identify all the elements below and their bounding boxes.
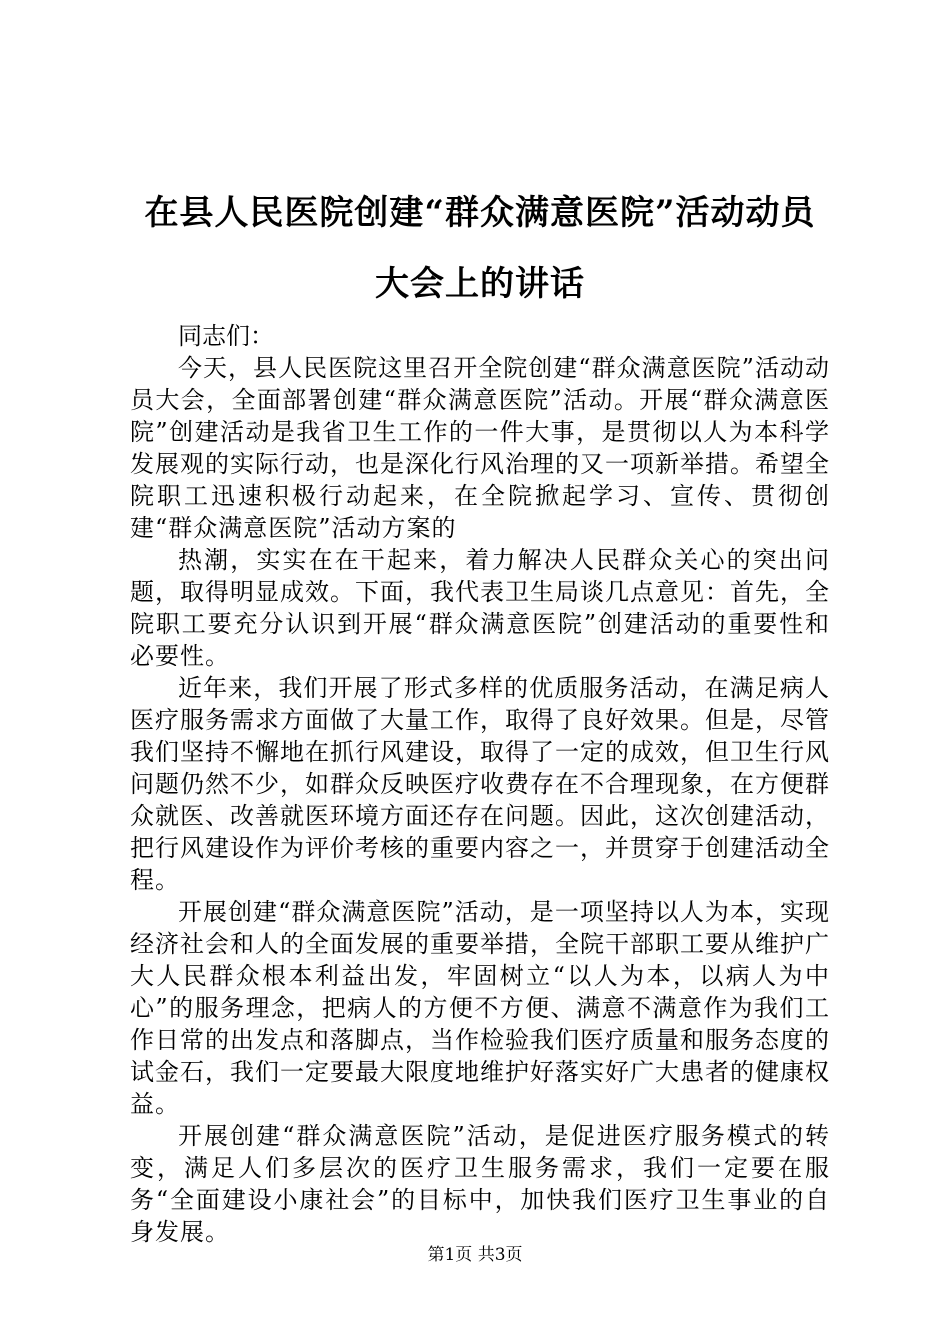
paragraph-3: 近年来，我们开展了形式多样的优质服务活动，在满足病人医疗服务需求方面做了大量工作，取得了良好效果。但是，尽管我们坚持不懈地在抓行风建设，取得了一定的成效，但卫生行风问题仍然不少，如群众反映医疗收费存在不合理现象，在方便群众就医、改善就医环境方面还存在问题。因此，这次创建活动，把行风建设作为评价考核的重要内容之一，并贯穿于创建活动全程。 (130, 674, 830, 894)
page-number: 第1页 共3页 (427, 1245, 523, 1265)
page-footer (0, 1244, 950, 1266)
document-body (130, 320, 830, 1248)
greeting: 同志们： (178, 322, 274, 350)
title-line-2: 大会上的讲话 (375, 264, 585, 304)
paragraph-5: 开展创建“群众满意医院”活动，是促进医疗服务模式的转变，满足人们多层次的医疗卫生服务需求，我们一定要在服务“全面建设小康社会”的目标中，加快我们医疗卫生事业的自身发展。 (130, 1122, 830, 1246)
paragraph-4: 开展创建“群众满意医院”活动，是一项坚持以人为本，实现经济社会和人的全面发展的重要举措，全院干部职工要从维护广大人民群众根本利益出发，牢固树立“以人为本，以病人为中心”的服务理念，把病人的方便不方便、满意不满意作为我们工作日常的出发点和落脚点，当作检验我们医疗质量和服务态度的试金石，我们一定要最大限度地维护好落实好广大患者的健康权益。 (130, 898, 830, 1118)
document-page (130, 178, 830, 1248)
paragraph-2: 热潮，实实在在干起来，着力解决人民群众关心的突出问题，取得明显成效。下面，我代表卫生局谈几点意见：首先，全院职工要充分认识到开展“群众满意医院”创建活动的重要性和必要性。 (130, 546, 830, 670)
title-line-1: 在县人民医院创建“群众满意医院”活动动员 (144, 193, 816, 233)
document-title (130, 178, 830, 320)
paragraph-1: 今天，县人民医院这里召开全院创建“群众满意医院”活动动员大会，全面部署创建“群众满意医院”活动。开展“群众满意医院”创建活动是我省卫生工作的一件大事，是贯彻以人为本科学发展观的实际行动，也是深化行风治理的又一项新举措。希望全院职工迅速积极行动起来，在全院掀起学习、宣传、贯彻创建“群众满意医院”活动方案的 (130, 354, 830, 542)
